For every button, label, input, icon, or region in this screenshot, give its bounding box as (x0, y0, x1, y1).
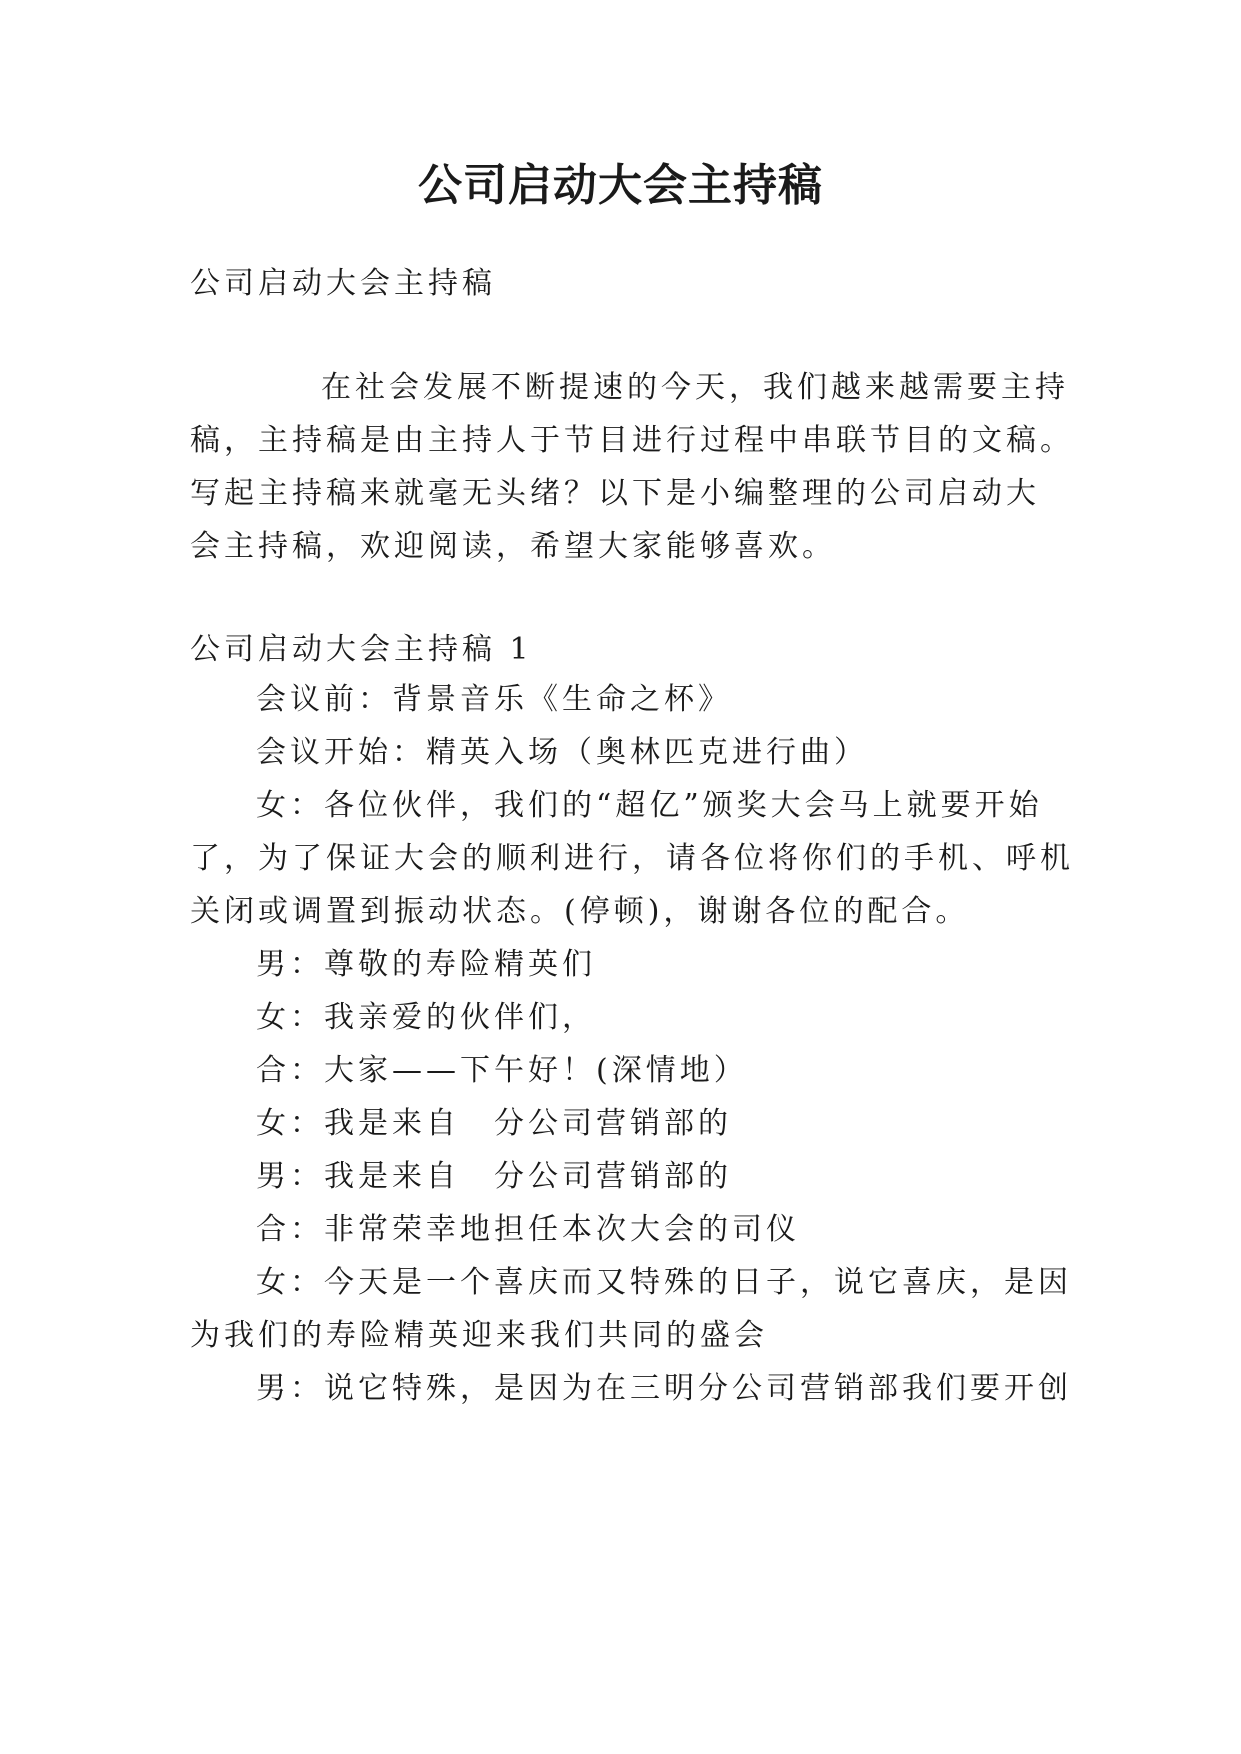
document-title: 公司启动大会主持稿 (418, 160, 823, 211)
body-line: 女：各位伙伴，我们的“超亿”颁奖大会马上就要开始 (256, 788, 1043, 823)
body-line: 女：今天是一个喜庆而又特殊的日子，说它喜庆，是因 (256, 1265, 1072, 1300)
body-line: 男：说它特殊，是因为在三明分公司营销部我们要开创 (256, 1371, 1072, 1406)
body-line: 合：大家——下午好！(深情地） (256, 1053, 748, 1088)
body-line: 合：非常荣幸地担任本次大会的司仪 (256, 1212, 800, 1247)
intro-line: 在社会发展不断提速的今天，我们越来越需要主持 (321, 370, 1069, 405)
body-line: 男：我是来自 分公司营销部的 (256, 1159, 732, 1194)
body-line: 会议前：背景音乐《生命之杯》 (256, 682, 732, 717)
body-line: 为我们的寿险精英迎来我们共同的盛会 (190, 1318, 768, 1353)
body-line: 女：我是来自 分公司营销部的 (256, 1106, 732, 1141)
body-line: 女：我亲爱的伙伴们， (256, 1000, 596, 1035)
intro-line: 写起主持稿来就毫无头绪？以下是小编整理的公司启动大 (190, 476, 1040, 511)
body-line: 男：尊敬的寿险精英们 (256, 947, 596, 982)
body-line: 关闭或调置到振动状态。(停顿)，谢谢各位的配合。 (190, 894, 970, 929)
section-heading: 公司启动大会主持稿 1 (190, 632, 533, 667)
intro-line: 会主持稿，欢迎阅读，希望大家能够喜欢。 (190, 529, 836, 564)
document-subtitle: 公司启动大会主持稿 (190, 266, 496, 301)
body-line: 了，为了保证大会的顺利进行，请各位将你们的手机、呼机 (190, 841, 1074, 876)
intro-line: 稿，主持稿是由主持人于节目进行过程中串联节目的文稿。 (190, 423, 1074, 458)
body-line: 会议开始：精英入场（奥林匹克进行曲） (256, 735, 868, 770)
